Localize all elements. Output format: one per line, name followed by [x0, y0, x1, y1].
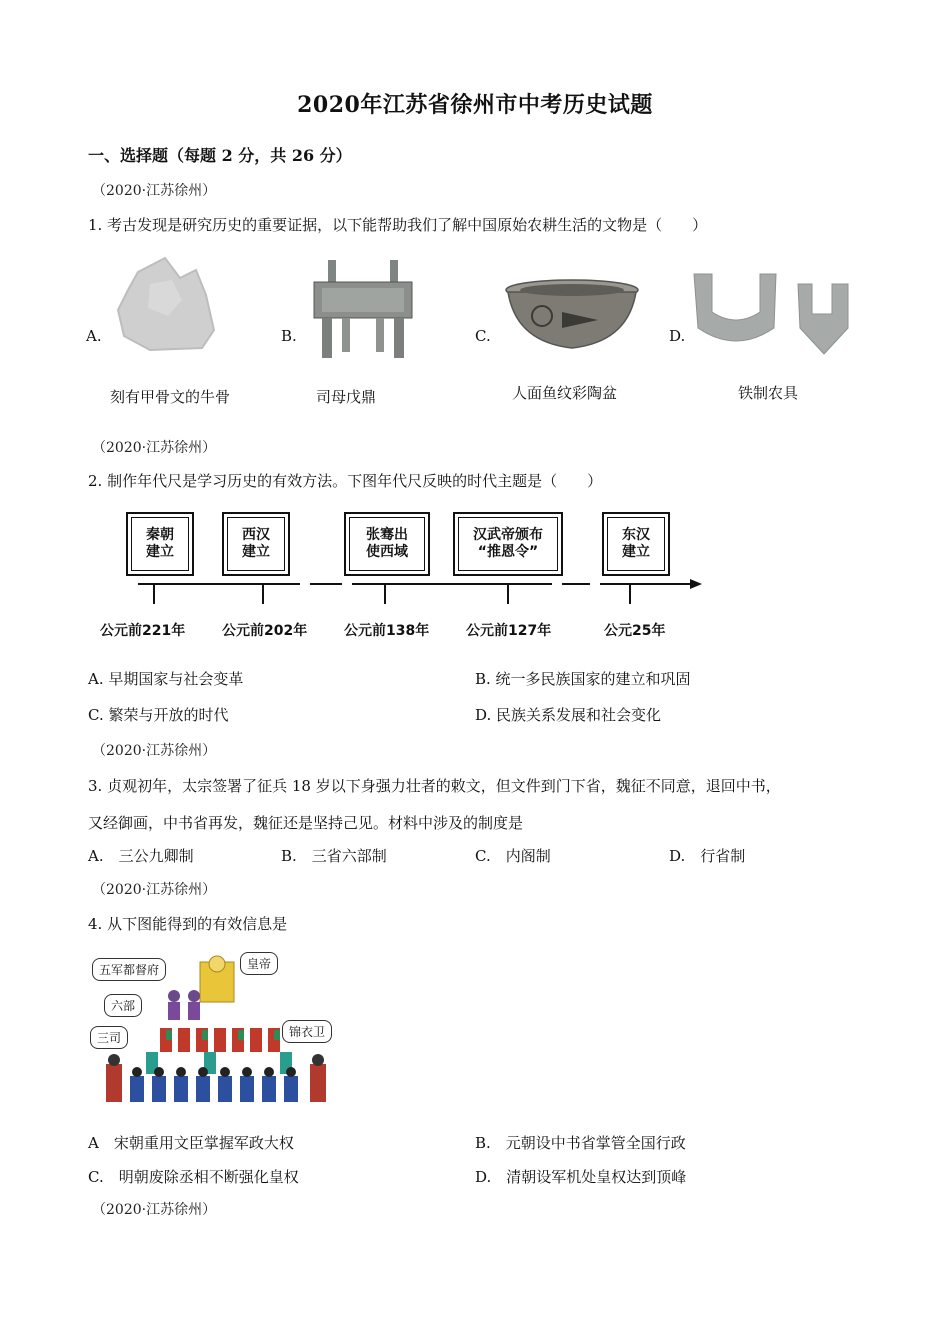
source-tag: （2020·江苏徐州）: [92, 743, 217, 759]
q4-option-b: B. 元朝设中书省掌管全国行政: [475, 1134, 686, 1152]
q2-option-b: B. 统一多民族国家的建立和巩固: [475, 670, 691, 688]
timeline-event-box: 西汉 建立: [222, 512, 290, 576]
q3-option-c: C. 内阁制: [475, 847, 551, 865]
q1-option-a-letter: A.: [86, 327, 102, 345]
painted-pottery-basin-image: [502, 276, 642, 354]
q3-option-b: B. 三省六部制: [281, 847, 387, 865]
label-three-si: 三司: [90, 1026, 128, 1049]
label-jinyiwei: 锦衣卫: [282, 1020, 332, 1043]
q2-option-a: A. 早期国家与社会变革: [88, 670, 244, 688]
q1-option-c-caption: 人面鱼纹彩陶盆: [512, 384, 618, 402]
iron-tools-image: [690, 268, 860, 358]
timeline-year: 公元前127年: [466, 623, 552, 639]
q1-stem: 1. 考古发现是研究历史的重要证据，以下能帮助我们了解中国原始农耕生活的文物是（ ）: [88, 216, 708, 234]
q2-option-d: D. 民族关系发展和社会变化: [475, 706, 662, 724]
q4-option-c: C. 明朝废除丞相不断强化皇权: [88, 1168, 299, 1186]
section-heading: 一、选择题（每题 2 分，共 26 分）: [88, 146, 352, 165]
timeline-event-box: 东汉 建立: [602, 512, 670, 576]
ming-court-illustration: [88, 946, 348, 1116]
label-emperor: 皇帝: [240, 952, 278, 975]
q3-stem-line2: 又经御画，中书省再发，魏征还是坚持己见。材料中涉及的制度是: [88, 814, 524, 832]
q4-option-a: A 宋朝重用文臣掌握军政大权: [88, 1134, 294, 1152]
timeline: [86, 506, 726, 646]
q4-option-d: D. 清朝设军机处皇权达到顶峰: [475, 1168, 687, 1186]
q1-option-d-caption: 铁制农具: [738, 384, 799, 402]
timeline-event-box: 张骞出 使西域: [344, 512, 430, 576]
q1-option-b-letter: B.: [281, 327, 297, 345]
label-five-army: 五军都督府: [92, 958, 166, 981]
bronze-ding-image: [308, 256, 418, 364]
q3-option-d: D. 行省制: [669, 847, 746, 865]
q1-option-c-letter: C.: [475, 327, 491, 345]
label-six-ministries: 六部: [104, 994, 142, 1017]
timeline-year: 公元25年: [604, 623, 666, 639]
q1-option-b-caption: 司母戊鼎: [316, 388, 377, 406]
q1-option-d-letter: D.: [669, 327, 686, 345]
q3-stem-line1: 3. 贞观初年，太宗签署了征兵 18 岁以下身强力壮者的敕文，但文件到门下省，魏征不同意，退回中书，: [88, 777, 781, 795]
source-tag: （2020·江苏徐州）: [92, 882, 217, 898]
source-tag: （2020·江苏徐州）: [92, 1202, 217, 1218]
timeline-year: 公元前221年: [100, 623, 186, 639]
page-title: 2020年江苏省徐州市中考历史试题: [297, 92, 653, 118]
source-tag: （2020·江苏徐州）: [92, 183, 217, 199]
q4-stem: 4. 从下图能得到的有效信息是: [88, 915, 288, 933]
source-tag: （2020·江苏徐州）: [92, 440, 217, 456]
q1-option-a-caption: 刻有甲骨文的牛骨: [110, 388, 231, 406]
oracle-bone-image: [110, 250, 220, 360]
timeline-event-box: 秦朝 建立: [126, 512, 194, 576]
timeline-year: 公元前138年: [344, 623, 430, 639]
q2-stem: 2. 制作年代尺是学习历史的有效方法。下图年代尺反映的时代主题是（ ）: [88, 472, 603, 490]
timeline-axis: [86, 572, 726, 612]
q2-option-c: C. 繁荣与开放的时代: [88, 706, 229, 724]
q3-option-a: A. 三公九卿制: [88, 847, 194, 865]
timeline-event-box: 汉武帝颁布 “推恩令”: [453, 512, 563, 576]
timeline-year: 公元前202年: [222, 623, 308, 639]
